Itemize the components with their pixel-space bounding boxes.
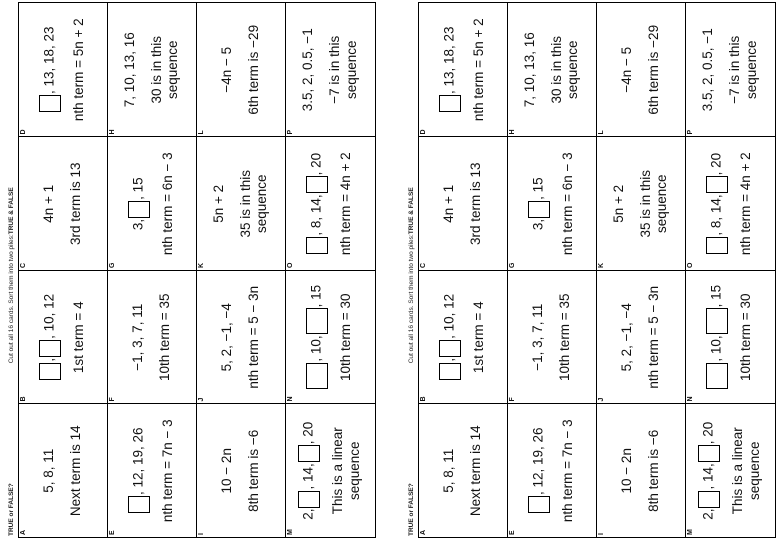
- sequence-end: , 10, 12: [41, 293, 57, 339]
- card-letter: P: [287, 129, 294, 135]
- card-h: [108, 3, 197, 137]
- card-statement: This is a linear sequence: [329, 427, 362, 515]
- card-sequence: [698, 422, 720, 520]
- sequence-text: 5, 8, 11: [41, 448, 57, 493]
- sequence-end: , 12, 19, 26: [530, 427, 546, 496]
- card-sequence: [219, 448, 236, 493]
- card-l: [597, 3, 686, 137]
- card-p: [686, 3, 775, 137]
- answer-blank-box: [706, 237, 728, 254]
- card-statement: 8th term is −6: [646, 429, 661, 512]
- answer-blank-box: [306, 176, 328, 193]
- sequence-text: 5n + 2: [210, 184, 226, 223]
- sequence-text: 3.5, 2, 0.5, −1: [300, 28, 316, 112]
- answer-blank-box: [39, 95, 61, 112]
- sequence-text: 7, 10, 13, 16: [121, 32, 137, 108]
- sequence-text: 4n + 1: [441, 184, 457, 223]
- card-sequence: [619, 303, 636, 371]
- card-letter: J: [198, 397, 205, 402]
- card-sequence: [706, 153, 728, 255]
- card-statement: 3rd term is 13: [468, 162, 483, 246]
- card-o: [286, 137, 375, 271]
- card-letter: A: [420, 529, 427, 535]
- card-sequence: [522, 32, 539, 107]
- sequence-end: , 15: [308, 284, 324, 308]
- card-letter: K: [598, 262, 605, 268]
- sequence-end: , 20: [708, 152, 724, 176]
- sequence-text: −4n − 5: [219, 46, 235, 93]
- answer-blank-box: [698, 491, 720, 508]
- sequence-text: 4n + 1: [41, 184, 57, 223]
- card-letter: F: [109, 397, 116, 402]
- card-sequence: [441, 449, 458, 493]
- sequence-end: , 20: [300, 421, 316, 445]
- card-d: [19, 3, 108, 137]
- card-grid: [18, 2, 376, 538]
- card-statement: 30 is in this sequence: [548, 35, 581, 104]
- card-c: [19, 137, 108, 271]
- card-letter: P: [687, 129, 694, 135]
- worksheet-rotated-content: [4, 2, 376, 538]
- card-n: [686, 270, 775, 404]
- card-statement: 35 is in this sequence: [637, 169, 670, 238]
- card-letter: C: [20, 262, 27, 268]
- card-k: [197, 137, 286, 271]
- worksheet-instructions-bold: TRUE & FALSE: [7, 187, 15, 235]
- card-sequence: [300, 28, 317, 111]
- card-sequence: [619, 47, 636, 93]
- sequence-end: , 13, 18, 23: [41, 26, 57, 95]
- card-sequence: [128, 427, 150, 514]
- sequence-start: 2,: [300, 508, 316, 520]
- card-statement: nth term = 5n + 2: [70, 18, 86, 122]
- answer-blank-box: [528, 201, 550, 218]
- card-letter: F: [509, 397, 516, 402]
- card-statement: 30 is in this sequence: [148, 35, 181, 104]
- card-sequence: [130, 304, 147, 371]
- card-statement: nth term = 7n − 3: [159, 419, 175, 523]
- worksheet-instructions-bold: TRUE & FALSE: [407, 187, 415, 235]
- card-sequence: ,, 10, 12: [439, 294, 461, 381]
- card-g: [108, 137, 197, 271]
- card-statement: Next term is 14: [68, 425, 83, 517]
- card-statement: nth term = 4n + 2: [338, 152, 354, 256]
- card-sequence: [611, 185, 628, 223]
- card-j: [597, 270, 686, 404]
- card-letter: M: [287, 529, 294, 535]
- sequence-start: 2,: [700, 508, 716, 520]
- card-letter: N: [687, 396, 694, 402]
- card-letter: E: [109, 530, 116, 535]
- answer-blank-box: [128, 201, 150, 218]
- card-f: [508, 270, 597, 404]
- card-letter: L: [598, 130, 605, 135]
- sequence-middle: , 8, 14,: [708, 194, 724, 236]
- card-letter: A: [20, 529, 27, 535]
- card-sequence: ,, 10, 12: [39, 294, 61, 381]
- card-sequence: [122, 32, 139, 107]
- card-letter: M: [687, 529, 694, 535]
- card-a: [419, 404, 508, 538]
- worksheet-copy-left: [4, 2, 376, 538]
- answer-blank-box: [439, 340, 461, 357]
- card-e: [108, 404, 197, 538]
- card-l: [197, 3, 286, 137]
- worksheet-header: [404, 2, 418, 538]
- card-o: [686, 137, 775, 271]
- answer-blank-box: [706, 363, 728, 389]
- answer-blank-box: [706, 176, 728, 193]
- answer-blank-box: [528, 496, 550, 513]
- card-letter: N: [287, 396, 294, 402]
- card-sequence: [128, 177, 150, 230]
- card-sequence: [706, 285, 728, 390]
- card-sequence: [298, 422, 320, 520]
- sequence-text: −1, 3, 7, 11: [530, 303, 546, 371]
- card-sequence: [39, 26, 61, 113]
- card-statement: nth term = 7n − 3: [559, 419, 575, 523]
- card-letter: O: [287, 262, 294, 268]
- card-sequence: [530, 304, 547, 371]
- answer-blank-box: [306, 363, 328, 389]
- sequence-start: 3,: [130, 218, 146, 231]
- card-statement: 10th term = 35: [157, 293, 172, 381]
- card-c: [419, 137, 508, 271]
- worksheet-title: TRUE or FALSE?: [7, 483, 15, 536]
- card-statement: This is a linear sequence: [729, 427, 762, 515]
- card-statement: 6th term is −29: [246, 24, 261, 115]
- card-letter: D: [20, 129, 27, 135]
- sequence-middle: , 14,: [700, 463, 716, 490]
- sequence-end: , 20: [308, 152, 324, 176]
- worksheet-title: TRUE or FALSE?: [407, 483, 415, 536]
- sequence-middle: , 8, 14,: [308, 194, 324, 236]
- sequence-end: , 10, 12: [441, 293, 457, 339]
- card-statement: 6th term is −29: [646, 24, 661, 115]
- answer-blank-box: [439, 363, 461, 380]
- sequence-text: 7, 10, 13, 16: [521, 32, 537, 108]
- card-sequence: [619, 448, 636, 493]
- sequence-text: 5n + 2: [610, 184, 626, 223]
- card-statement: nth term = 5 − 3n: [246, 285, 261, 389]
- worksheet-instructions: Cut out all 16 cards. Sort them into two piles:: [7, 234, 15, 364]
- answer-blank-box: [39, 363, 61, 380]
- card-statement: nth term = 4n + 2: [738, 152, 754, 256]
- card-statement: 10th term = 30: [338, 293, 354, 381]
- sequence-text: 10 − 2n: [619, 448, 635, 494]
- card-statement: nth term = 5n + 2: [470, 18, 486, 122]
- card-m: [286, 404, 375, 538]
- card-sequence: [439, 26, 461, 113]
- answer-blank-box: [298, 445, 320, 462]
- sequence-middle: , 10,: [308, 335, 324, 362]
- card-statement: 10th term = 35: [557, 293, 572, 381]
- answer-blank-box: [39, 340, 61, 357]
- worksheet-copy-right: [404, 2, 776, 538]
- card-sequence: [211, 185, 228, 223]
- answer-blank-box: [439, 95, 461, 112]
- card-a: [19, 404, 108, 538]
- card-statement: 3rd term is 13: [68, 162, 83, 246]
- card-g: [508, 137, 597, 271]
- card-b: [19, 270, 108, 404]
- card-h: [508, 3, 597, 137]
- card-statement: −7 is in this sequence: [327, 35, 359, 104]
- card-statement: Next term is 14: [468, 425, 483, 517]
- sequence-end: , 20: [700, 421, 716, 445]
- answer-blank-box: [306, 308, 328, 334]
- card-statement: 1st term = 4: [70, 301, 86, 374]
- card-letter: E: [509, 530, 516, 535]
- sequence-end: , 15: [708, 284, 724, 308]
- card-statement: nth term = 6n − 3: [159, 152, 175, 256]
- card-e: [508, 404, 597, 538]
- card-sequence: [700, 28, 717, 111]
- answer-blank-box: [306, 237, 328, 254]
- card-f: [108, 270, 197, 404]
- card-i: [597, 404, 686, 538]
- card-n: [286, 270, 375, 404]
- card-j: [197, 270, 286, 404]
- sequence-end: , 15: [530, 177, 546, 200]
- card-sequence: [41, 185, 58, 223]
- card-letter: B: [420, 396, 427, 402]
- card-sequence: [219, 303, 236, 371]
- card-m: [686, 404, 775, 538]
- sequence-text: 5, 8, 11: [441, 448, 457, 493]
- card-statement: 1st term = 4: [470, 301, 486, 374]
- worksheet-instructions: Cut out all 16 cards. Sort them into two piles:: [407, 234, 415, 364]
- sequence-middle: , 10,: [708, 335, 724, 362]
- card-letter: D: [420, 129, 427, 135]
- sequence-text: 10 − 2n: [219, 448, 235, 494]
- worksheet-header: [4, 2, 18, 538]
- card-letter: C: [420, 262, 427, 268]
- card-i: [197, 404, 286, 538]
- card-sequence: [219, 47, 236, 93]
- card-b: [419, 270, 508, 404]
- answer-blank-box: [298, 491, 320, 508]
- sequence-text: −4n − 5: [619, 46, 635, 93]
- card-statement: −7 is in this sequence: [727, 35, 759, 104]
- card-p: [286, 3, 375, 137]
- card-sequence: [41, 449, 58, 493]
- card-statement: nth term = 6n − 3: [559, 152, 575, 256]
- sequence-text: 5, 2, −1, −4: [619, 303, 635, 372]
- worksheet-rotated-content: [404, 2, 776, 538]
- card-letter: O: [687, 262, 694, 268]
- card-sequence: [441, 185, 458, 223]
- answer-blank-box: [706, 308, 728, 334]
- card-statement: 10th term = 30: [738, 293, 754, 381]
- card-k: [597, 137, 686, 271]
- card-statement: 8th term is −6: [246, 429, 261, 512]
- sequence-start: 3,: [530, 218, 546, 231]
- card-letter: G: [109, 262, 116, 268]
- card-d: [419, 3, 508, 137]
- sequence-text: 5, 2, −1, −4: [219, 303, 235, 372]
- card-statement: 35 is in this sequence: [237, 169, 270, 238]
- sequence-middle: , 14,: [300, 463, 316, 490]
- card-letter: G: [509, 262, 516, 268]
- answer-blank-box: [698, 445, 720, 462]
- card-sequence: [306, 285, 328, 390]
- sequence-text: 3.5, 2, 0.5, −1: [700, 28, 716, 112]
- card-statement: nth term = 5 − 3n: [646, 285, 661, 389]
- card-letter: K: [198, 262, 205, 268]
- card-letter: J: [598, 397, 605, 402]
- card-sequence: [306, 153, 328, 255]
- answer-blank-box: [128, 496, 150, 513]
- card-grid: [418, 2, 776, 538]
- card-letter: I: [198, 533, 205, 535]
- card-letter: B: [20, 396, 27, 402]
- card-letter: L: [198, 130, 205, 135]
- sequence-text: −1, 3, 7, 11: [130, 303, 146, 371]
- card-sequence: [528, 427, 550, 514]
- card-letter: H: [509, 129, 516, 135]
- card-sequence: [528, 177, 550, 230]
- sequence-end: , 13, 18, 23: [441, 26, 457, 95]
- sequence-end: , 15: [130, 177, 146, 200]
- card-letter: I: [598, 533, 605, 535]
- sequence-end: , 12, 19, 26: [130, 427, 146, 496]
- card-letter: H: [109, 129, 116, 135]
